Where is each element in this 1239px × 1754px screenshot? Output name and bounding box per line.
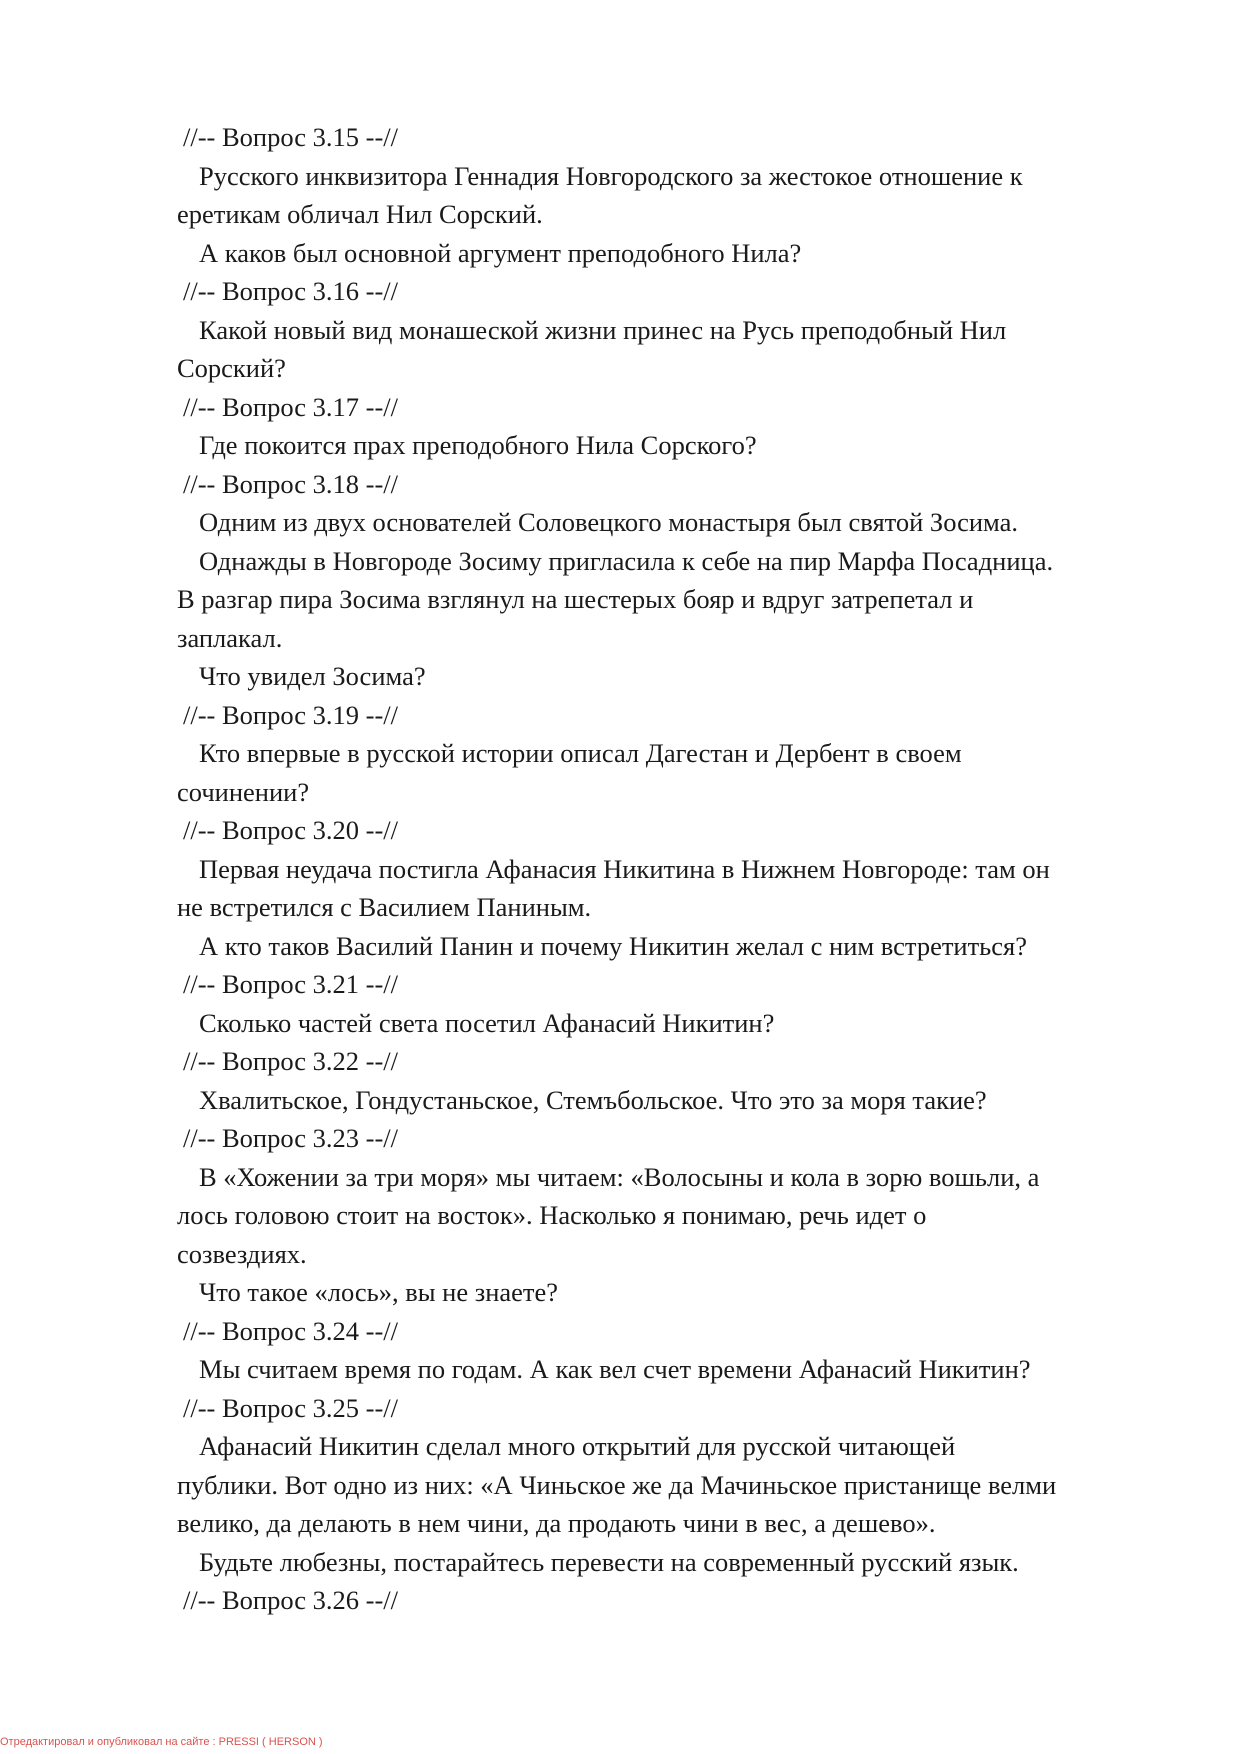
question-marker: //-- Вопрос 3.15 --// [183,122,399,152]
text-line: сочинении? [177,776,310,807]
question-marker: //-- Вопрос 3.16 --// [183,276,399,306]
text-line: Первая неудача постигла Афанасия Никитина в Нижнем Новгороде: там он [199,853,1050,884]
text-line: созвездиях. [177,1238,307,1269]
text-line: Афанасий Никитин сделал много открытий для русской читающей [199,1431,956,1461]
text-line: Сколько частей света посетил Афанасий Никитин? [199,1007,775,1038]
question-marker: //-- Вопрос 3.24 --// [183,1315,399,1346]
text-line: А каков был основной аргумент преподобного Нила? [199,237,802,268]
question-marker: //-- Вопрос 3.25 --// [183,1392,399,1423]
text-line: лось головою стоит на восток». Насколько я понимаю, речь идет о [177,1200,927,1230]
question-marker: //-- Вопрос 3.23 --// [183,1123,399,1153]
footer-watermark: Отредактировал и опубликовал на сайте : PRESSI ( HERSON ) [0,1736,323,1748]
question-marker: //-- Вопрос 3.18 --// [183,468,399,499]
text-line: Сорский? [177,353,286,383]
question-marker: //-- Вопрос 3.17 --// [183,391,399,422]
text-line: Какой новый вид монашеской жизни принес на Русь преподобный Нил [199,314,1007,345]
question-marker: //-- Вопрос 3.20 --// [183,815,399,845]
text-line: В «Хожении за три моря» мы читаем: «Волосыны и кола в зорю вошьли, а [199,1161,1040,1192]
question-marker: //-- Вопрос 3.19 --// [183,699,399,730]
text-line: публики. Вот одно из них: «А Чиньское же да Мачиньское пристанище велми [177,1469,1057,1500]
text-line: велико, да делають в нем чини, да продають чини в вес, а дешево». [177,1508,936,1538]
text-line: Одним из двух основателей Соловецкого монастыря был святой Зосима. [199,507,1019,537]
text-line: Где покоится прах преподобного Нила Сорского? [199,430,757,460]
text-line: Хвалитьское, Гондустаньское, Стемъбольское. Что это за моря такие? [199,1084,987,1115]
text-line: Что увидел Зосима? [199,661,426,691]
text-line: Русского инквизитора Геннадия Новгородского за жестокое отношение к [199,160,1023,191]
question-marker: //-- Вопрос 3.26 --// [183,1585,399,1615]
text-line: не встретился с Василием Паниным. [177,892,592,922]
text-line: Однажды в Новгороде Зосиму пригласила к себе на пир Марфа Посадница. [199,545,1054,576]
document-body [177,118,1157,1620]
text-line: Мы считаем время по годам. А как вел счет времени Афанасий Никитин? [199,1354,1031,1384]
text-line: еретикам обличал Нил Сорский. [177,199,543,229]
text-line: В разгар пира Зосима взглянул на шестерых бояр и вдруг затрепетал и [177,584,974,614]
question-marker: //-- Вопрос 3.21 --// [183,969,399,999]
text-line: А кто таков Василий Панин и почему Никитин желал с ним встретиться? [199,930,1027,961]
text-line: Что такое «лось», вы не знаете? [199,1277,559,1307]
text-line: заплакал. [177,622,283,653]
question-marker: //-- Вопрос 3.22 --// [183,1046,399,1076]
text-line: Будьте любезны, постарайтесь перевести на современный русский язык. [199,1546,1019,1577]
text-line: Кто впервые в русской истории описал Дагестан и Дербент в своем [199,738,962,768]
